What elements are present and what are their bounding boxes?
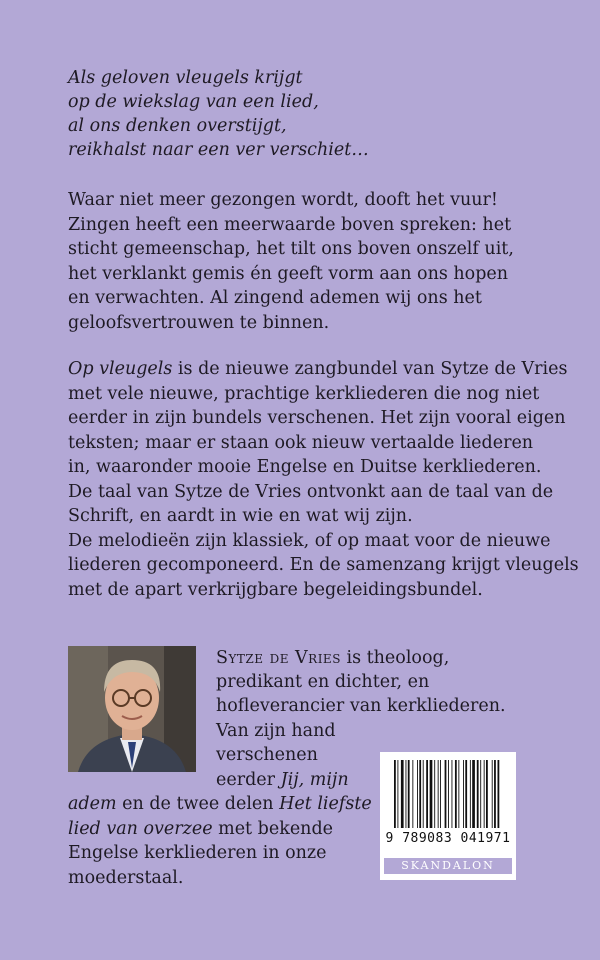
paragraph-line: Zingen heeft een meerwaarde boven spreken: het xyxy=(68,214,512,235)
book-title: Het liefste xyxy=(279,794,372,814)
bio-line: Van zijn hand xyxy=(216,721,336,741)
barcode-bar xyxy=(408,760,410,828)
barcode-bar xyxy=(412,760,413,828)
barcode-bar xyxy=(445,760,447,828)
barcode-bar xyxy=(465,760,467,828)
paragraph-line: het verklankt gemis én geeft vorm aan ons hopen xyxy=(68,263,509,284)
paragraph-line: met vele nieuwe, prachtige kerkliederen die nog niet xyxy=(68,383,540,404)
bio-text: en de twee delen xyxy=(116,794,280,814)
barcode-bar xyxy=(498,760,500,828)
bio-line: Engelse kerkliederen in onze xyxy=(68,843,327,863)
barcode-bar xyxy=(440,760,441,828)
barcode-box xyxy=(380,752,516,880)
bio-line: hofleverancier van kerkliederen. xyxy=(216,696,506,716)
poem-line: al ons denken overstijgt, xyxy=(68,116,287,136)
paragraph-line: eerder in zijn bundels verschenen. Het zijn vooral eigen xyxy=(68,408,566,428)
barcode-bar xyxy=(494,760,496,828)
paragraph-line: De taal van Sytze de Vries ontvonkt aan de taal van de xyxy=(68,481,554,502)
barcode-bar xyxy=(417,760,418,828)
barcode-bar xyxy=(463,760,464,828)
barcode-bar xyxy=(484,760,485,828)
book-title: lied van overzee xyxy=(68,819,213,839)
paragraph-line: Waar niet meer gezongen wordt, dooft het vuur! xyxy=(68,190,498,210)
poem-line: Als geloven vleugels krijgt xyxy=(68,68,303,88)
barcode-bar xyxy=(426,760,428,828)
paragraph-line: in, waaronder mooie Engelse en Duitse kerkliederen. xyxy=(68,457,542,477)
bio-line xyxy=(68,817,333,842)
barcode-bar xyxy=(448,760,449,828)
barcode-bars xyxy=(380,752,516,832)
bio-line xyxy=(216,646,449,671)
barcode-bar xyxy=(477,760,479,828)
description-paragraph xyxy=(68,357,579,602)
barcode-bar xyxy=(419,760,421,828)
bio-line: moederstaal. xyxy=(68,868,184,888)
author-photo xyxy=(68,646,196,772)
barcode-bar xyxy=(406,760,407,828)
isbn-number: 9 789083 041971 xyxy=(385,831,511,846)
poem-stanza xyxy=(68,66,369,162)
book-title: adem xyxy=(68,794,117,814)
paragraph-line: sticht gemeenschap, het tilt ons boven onszelf uit, xyxy=(68,239,514,259)
author-name: Sytze de Vries xyxy=(216,648,341,668)
bio-text: is theoloog, xyxy=(340,648,450,668)
poem-line: op de wiekslag van een lied, xyxy=(68,92,319,112)
bio-line xyxy=(68,792,372,817)
paragraph-line: met de apart verkrijgbare begeleidingsbundel. xyxy=(68,579,483,600)
paragraph-text: is de nieuwe zangbundel van Sytze de Vries xyxy=(172,359,568,379)
paragraph-line: liederen gecomponeerd. En de samenzang krijgt vleugels xyxy=(68,555,579,575)
barcode-bar xyxy=(458,760,459,828)
barcode-bar xyxy=(486,760,488,828)
publisher-logo: SKANDALON xyxy=(384,858,512,874)
poem-line: reikhalst naar een ver verschiet… xyxy=(68,140,369,160)
bio-text: eerder xyxy=(216,770,281,790)
barcode-bar xyxy=(434,760,435,828)
paragraph-line: geloofsvertrouwen te binnen. xyxy=(68,312,330,333)
paragraph-line: De melodieën zijn klassiek, of op maat voor de nieuwe xyxy=(68,530,551,551)
barcode-bar xyxy=(401,760,404,828)
book-title: Op vleugels xyxy=(68,359,173,379)
barcode-bar xyxy=(394,760,396,828)
paragraph-line xyxy=(68,357,579,382)
paragraph-line: en verwachten. Al zingend ademen wij ons het xyxy=(68,288,482,308)
barcode-bar xyxy=(452,760,453,828)
bio-line: verschenen xyxy=(216,745,318,765)
barcode-bar xyxy=(492,760,493,828)
paragraph-line: teksten; maar er staan ook nieuw vertaalde liederen xyxy=(68,432,534,453)
barcode-bar xyxy=(423,760,424,828)
barcode-bar xyxy=(438,760,439,828)
bio-text: met bekende xyxy=(212,819,334,839)
barcode-bar xyxy=(397,760,398,828)
barcode-bar xyxy=(430,760,433,828)
barcode-bar xyxy=(472,760,475,828)
barcode-bar xyxy=(455,760,457,828)
bio-line xyxy=(216,768,349,793)
book-title: Jij, mijn xyxy=(280,770,349,790)
paragraph-line: Schrift, en aardt in wie en wat wij zijn. xyxy=(68,506,413,526)
barcode-bar xyxy=(480,760,481,828)
intro-paragraph xyxy=(68,188,514,335)
bio-line: predikant en dichter, en xyxy=(216,672,430,692)
barcode-bar xyxy=(470,760,471,828)
